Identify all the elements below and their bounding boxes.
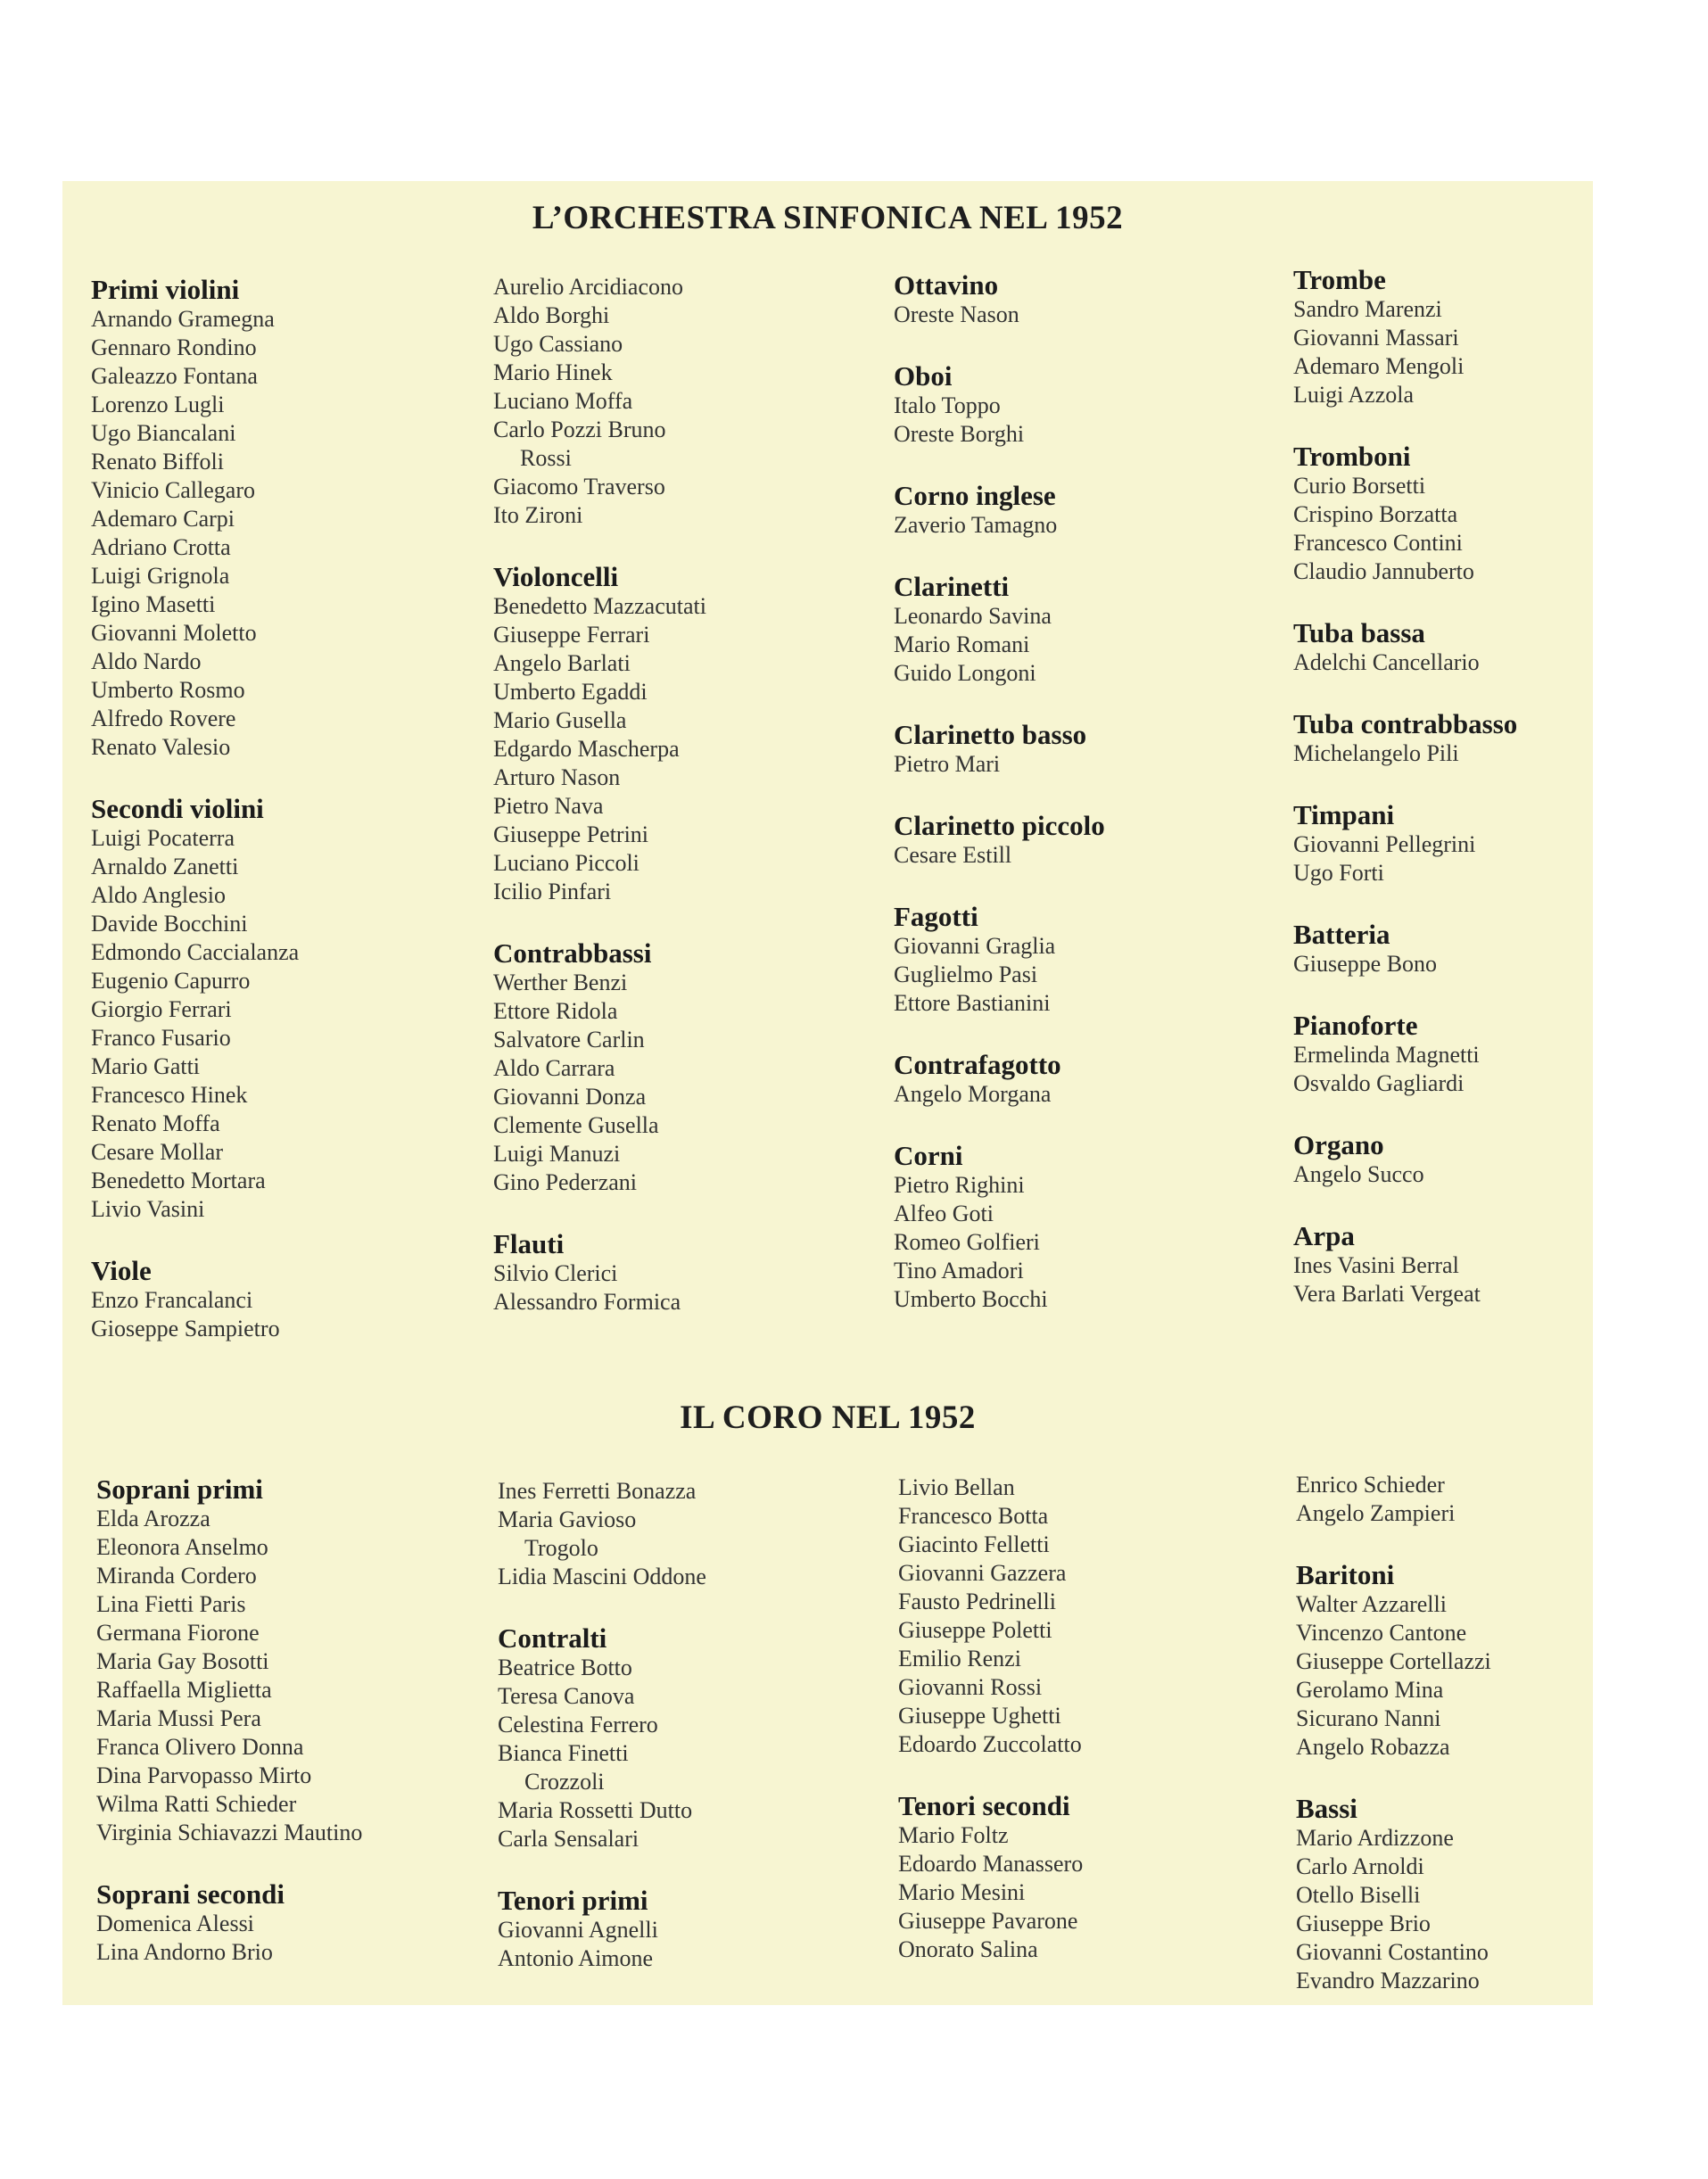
name-list	[894, 750, 1268, 779]
member-name: Giuseppe Brio	[1296, 1911, 1431, 1936]
member-name: Adelchi Cancellario	[1293, 649, 1480, 675]
name-list	[1293, 472, 1668, 586]
member-name: Cesare Estill	[894, 842, 1012, 868]
name-list	[1293, 950, 1668, 978]
member-name: Lina Andorno Brio	[96, 1939, 273, 1965]
name-list	[91, 305, 466, 762]
name-list	[1293, 648, 1668, 677]
member-name: Giuseppe Ughetti	[898, 1703, 1061, 1729]
member-name: Lidia Mascini Oddone	[498, 1564, 706, 1589]
section-title: Tenori primi	[498, 1885, 648, 1916]
member-name: Mario Mesini	[898, 1879, 1026, 1905]
member-name: Ettore Ridola	[493, 998, 618, 1024]
choir-column	[1296, 1471, 1671, 1995]
member-name: Ademaro Carpi	[91, 506, 235, 532]
member-name: Virginia Schiavazzi Mautino	[96, 1820, 363, 1845]
section	[1293, 1221, 1668, 1308]
section	[493, 938, 868, 1197]
section	[498, 1623, 872, 1853]
member-name: Osvaldo Gagliardi	[1293, 1070, 1465, 1096]
member-name: Pietro Nava	[493, 793, 604, 819]
section-title: Timpani	[1293, 799, 1395, 830]
section-title: Contrabbassi	[493, 937, 652, 969]
member-name: Angelo Succo	[1293, 1161, 1424, 1187]
name-list	[96, 1910, 471, 1967]
section	[1296, 1471, 1671, 1528]
name-list	[91, 824, 466, 1224]
member-name: Pietro Mari	[894, 751, 1001, 777]
section	[1293, 1011, 1668, 1098]
section-title: Clarinetto piccolo	[894, 810, 1105, 841]
member-name: Carlo Arnoldi	[1296, 1853, 1424, 1879]
member-name: Franco Fusario	[91, 1025, 231, 1051]
member-name: Bianca Finetti	[498, 1740, 629, 1766]
member-name: Alfeo Goti	[894, 1201, 994, 1226]
member-name: Edoardo Manassero	[898, 1851, 1084, 1877]
member-name: Giovanni Pellegrini	[1293, 831, 1476, 857]
section	[91, 794, 466, 1224]
member-name: Werther Benzi	[493, 970, 628, 995]
section	[96, 1474, 471, 1847]
member-name: Raffaella Miglietta	[96, 1677, 272, 1703]
member-name: Giacinto Felletti	[898, 1531, 1050, 1557]
name-list	[894, 841, 1268, 870]
name-list	[1293, 830, 1668, 887]
member-name: Alessandro Formica	[493, 1289, 681, 1315]
section	[1296, 1794, 1671, 1995]
member-name: Giovanni Agnelli	[498, 1917, 658, 1943]
section-title: Bassi	[1296, 1793, 1357, 1824]
member-name: Ugo Biancalani	[91, 420, 236, 446]
member-name: Galeazzo Fontana	[91, 363, 258, 389]
name-list	[1296, 1824, 1671, 1995]
name-list	[493, 1259, 868, 1316]
member-name: Luciano Moffa	[493, 388, 633, 414]
member-name: Ines Vasini Berral	[1293, 1252, 1459, 1278]
member-name: Renato Valesio	[91, 734, 231, 760]
section	[498, 1886, 872, 1973]
orchestra-column	[91, 275, 466, 1343]
member-name: Maria Mussi Pera	[96, 1705, 261, 1731]
name-list	[498, 1654, 872, 1853]
member-name: Maria Rossetti Dutto	[498, 1797, 693, 1823]
orchestra-column	[493, 273, 868, 1316]
section-title: Flauti	[493, 1228, 565, 1259]
member-name: Angelo Morgana	[894, 1081, 1052, 1107]
member-name: Crispino Borzatta	[1293, 501, 1458, 527]
section	[898, 1791, 1273, 1964]
name-list	[894, 1080, 1268, 1109]
member-name: Gioseppe Sampietro	[91, 1316, 280, 1341]
member-name: Mario Ardizzone	[1296, 1825, 1454, 1851]
member-name: Edmondo Caccialanza	[91, 939, 300, 965]
member-name: Antonio Aimone	[498, 1945, 654, 1971]
member-name: Enrico Schieder	[1296, 1472, 1445, 1498]
member-name: Gerolamo Mina	[1296, 1677, 1444, 1703]
section	[894, 270, 1268, 329]
section-title: Corni	[894, 1140, 963, 1171]
choir-title: IL CORO NEL 1952	[680, 1399, 976, 1436]
section-title: Tuba bassa	[1293, 617, 1425, 648]
section-title: Soprani secondi	[96, 1878, 285, 1910]
roster-panel	[62, 181, 1593, 2005]
member-name: Giovanni Graglia	[894, 933, 1056, 959]
member-name: Giuseppe Pavarone	[898, 1908, 1078, 1934]
member-name: Giuseppe Ferrari	[493, 622, 650, 648]
name-list	[894, 392, 1268, 449]
member-name: Ugo Cassiano	[493, 331, 623, 357]
member-name: Oreste Nason	[894, 301, 1019, 327]
section-title: Organo	[1293, 1129, 1384, 1160]
section-title: Violoncelli	[493, 561, 619, 592]
member-name: Arnaldo Zanetti	[91, 854, 239, 879]
member-name: Sicurano Nanni	[1296, 1705, 1441, 1731]
member-name: Giovanni Moletto	[91, 620, 257, 646]
section	[91, 1256, 466, 1343]
section	[493, 273, 868, 530]
member-name: Ettore Bastianini	[894, 990, 1051, 1016]
member-name: Benedetto Mortara	[91, 1168, 266, 1193]
member-name: Mario Gatti	[91, 1053, 201, 1079]
section	[498, 1477, 872, 1591]
member-name: Vera Barlati Vergeat	[1293, 1281, 1481, 1307]
member-name: Crozzoli	[524, 1769, 605, 1795]
name-list	[96, 1505, 471, 1847]
section	[898, 1473, 1273, 1759]
section	[894, 481, 1268, 540]
member-name: Ines Ferretti Bonazza	[498, 1478, 697, 1504]
name-list	[1293, 1160, 1668, 1189]
section	[1293, 265, 1668, 409]
section	[96, 1879, 471, 1967]
member-name: Emilio Renzi	[898, 1646, 1021, 1671]
member-name: Elda Arozza	[96, 1506, 210, 1531]
member-name: Curio Borsetti	[1293, 473, 1426, 499]
section-title: Secondi violini	[91, 793, 264, 824]
member-name: Angelo Barlati	[493, 650, 631, 676]
member-name: Giovanni Costantino	[1296, 1939, 1489, 1965]
member-name: Fausto Pedrinelli	[898, 1589, 1056, 1614]
member-name: Maria Gavioso	[498, 1506, 637, 1532]
member-name: Arturo Nason	[493, 764, 621, 790]
member-name: Celestina Ferrero	[498, 1712, 658, 1737]
member-name: Luciano Piccoli	[493, 850, 639, 876]
member-name: Trogolo	[524, 1535, 598, 1561]
member-name: Benedetto Mazzacutati	[493, 593, 706, 619]
member-name: Livio Vasini	[91, 1196, 205, 1222]
member-name: Edoardo Zuccolatto	[898, 1731, 1082, 1757]
member-name: Cesare Mollar	[91, 1139, 224, 1165]
member-name: Claudio Jannuberto	[1293, 558, 1474, 584]
member-name: Mario Gusella	[493, 707, 627, 733]
member-name: Miranda Cordero	[96, 1563, 257, 1589]
name-list	[493, 592, 868, 906]
member-name: Aldo Borghi	[493, 302, 610, 328]
member-name: Michelangelo Pili	[1293, 740, 1459, 766]
section-title: Contralti	[498, 1622, 607, 1654]
name-list	[1296, 1590, 1671, 1762]
section	[1293, 442, 1668, 586]
member-name: Luigi Azzola	[1293, 382, 1415, 408]
member-name: Francesco Contini	[1293, 530, 1463, 556]
section-title: Ottavino	[894, 269, 999, 301]
section-title: Trombe	[1293, 264, 1386, 295]
name-list	[493, 969, 868, 1197]
section-title: Clarinetti	[894, 571, 1010, 602]
section-title: Fagotti	[894, 901, 978, 932]
member-name: Giovanni Rossi	[898, 1674, 1043, 1700]
orchestra-column	[894, 270, 1268, 1314]
name-list	[91, 1286, 466, 1343]
member-name: Evandro Mazzarino	[1296, 1968, 1480, 1993]
member-name: Giuseppe Poletti	[898, 1617, 1052, 1643]
name-list	[898, 1821, 1273, 1964]
name-list	[1293, 1041, 1668, 1098]
section-title: Arpa	[1293, 1220, 1355, 1251]
member-name: Italo Toppo	[894, 392, 1001, 418]
member-name: Giuseppe Petrini	[493, 821, 649, 847]
choir-column	[498, 1477, 872, 1973]
name-list	[894, 1171, 1268, 1314]
member-name: Umberto Bocchi	[894, 1286, 1048, 1312]
member-name: Leonardo Savina	[894, 603, 1052, 629]
member-name: Umberto Rosmo	[91, 677, 245, 703]
section-title: Tromboni	[1293, 441, 1411, 472]
section	[894, 720, 1268, 779]
section	[91, 275, 466, 762]
member-name: Gino Pederzani	[493, 1169, 638, 1195]
member-name: Zaverio Tamagno	[894, 512, 1058, 538]
member-name: Livio Bellan	[898, 1474, 1015, 1500]
member-name: Alfredo Rovere	[91, 706, 236, 731]
member-name: Carlo Pozzi Bruno	[493, 417, 666, 442]
name-list	[894, 511, 1268, 540]
member-name: Ito Zironi	[493, 502, 583, 528]
member-name: Rossi	[520, 445, 572, 471]
section	[894, 1141, 1268, 1314]
section	[894, 902, 1268, 1018]
member-name: Dina Parvopasso Mirto	[96, 1762, 312, 1788]
member-name: Luigi Pocaterra	[91, 825, 235, 851]
member-name: Arnando Gramegna	[91, 306, 275, 332]
name-list	[1293, 1251, 1668, 1308]
member-name: Giovanni Massari	[1293, 325, 1459, 351]
section	[493, 1229, 868, 1316]
member-name: Silvio Clerici	[493, 1260, 618, 1286]
section	[1293, 1130, 1668, 1189]
member-name: Guido Longoni	[894, 660, 1036, 686]
member-name: Aldo Anglesio	[91, 882, 226, 908]
member-name: Eugenio Capurro	[91, 968, 251, 994]
member-name: Mario Hinek	[493, 359, 613, 385]
member-name: Eleonora Anselmo	[96, 1534, 268, 1560]
member-name: Mario Romani	[894, 631, 1030, 657]
member-name: Lorenzo Lugli	[91, 392, 225, 417]
member-name: Romeo Golfieri	[894, 1229, 1040, 1255]
member-name: Salvatore Carlin	[493, 1027, 645, 1052]
name-list	[498, 1477, 872, 1591]
section	[894, 1050, 1268, 1109]
member-name: Luigi Manuzi	[493, 1141, 621, 1167]
section-title: Primi violini	[91, 274, 240, 305]
member-name: Umberto Egaddi	[493, 679, 648, 705]
section-title: Tuba contrabbasso	[1293, 708, 1518, 739]
member-name: Igino Masetti	[91, 591, 216, 617]
member-name: Gennaro Rondino	[91, 334, 257, 360]
member-name: Icilio Pinfari	[493, 879, 612, 904]
member-name: Otello Biselli	[1296, 1882, 1421, 1908]
member-name: Francesco Hinek	[91, 1082, 248, 1108]
member-name: Giorgio Ferrari	[91, 996, 232, 1022]
member-name: Lina Fietti Paris	[96, 1591, 246, 1617]
section	[493, 562, 868, 906]
member-name: Adriano Crotta	[91, 534, 231, 560]
member-name: Domenica Alessi	[96, 1911, 254, 1936]
member-name: Francesco Botta	[898, 1503, 1049, 1529]
member-name: Aldo Nardo	[91, 648, 202, 674]
member-name: Ademaro Mengoli	[1293, 353, 1465, 379]
member-name: Luigi Grignola	[91, 563, 230, 589]
section-title: Contrafagotto	[894, 1049, 1061, 1080]
section	[1293, 800, 1668, 887]
section	[894, 361, 1268, 449]
member-name: Giovanni Donza	[493, 1084, 647, 1110]
orchestra-title: L’ORCHESTRA SINFONICA NEL 1952	[532, 200, 1124, 236]
member-name: Guglielmo Pasi	[894, 962, 1038, 987]
member-name: Clemente Gusella	[493, 1112, 659, 1138]
section-title: Tenori secondi	[898, 1790, 1070, 1821]
name-list	[1293, 739, 1668, 768]
member-name: Giacomo Traverso	[493, 474, 665, 499]
member-name: Giuseppe Bono	[1293, 951, 1438, 977]
section-title: Pianoforte	[1293, 1010, 1418, 1041]
name-list	[894, 301, 1268, 329]
member-name: Renato Biffoli	[91, 449, 225, 475]
member-name: Wilma Ratti Schieder	[96, 1791, 297, 1817]
member-name: Onorato Salina	[898, 1936, 1038, 1962]
section-title: Clarinetto basso	[894, 719, 1087, 750]
name-list	[898, 1473, 1273, 1759]
member-name: Edgardo Mascherpa	[493, 736, 680, 762]
name-list	[1296, 1471, 1671, 1528]
section	[894, 572, 1268, 688]
member-name: Mario Foltz	[898, 1822, 1009, 1848]
member-name: Teresa Canova	[498, 1683, 635, 1709]
member-name: Vincenzo Cantone	[1296, 1620, 1467, 1646]
member-name: Angelo Zampieri	[1296, 1500, 1456, 1526]
name-list	[498, 1916, 872, 1973]
section	[894, 811, 1268, 870]
member-name: Tino Amadori	[894, 1258, 1024, 1283]
member-name: Aurelio Arcidiacono	[493, 274, 683, 300]
member-name: Davide Bocchini	[91, 911, 248, 937]
choir-column	[898, 1473, 1273, 1964]
section-title: Corno inglese	[894, 480, 1056, 511]
section-title: Soprani primi	[96, 1473, 263, 1505]
member-name: Vinicio Callegaro	[91, 477, 255, 503]
member-name: Germana Fiorone	[96, 1620, 260, 1646]
member-name: Ermelinda Magnetti	[1293, 1042, 1480, 1068]
member-name: Oreste Borghi	[894, 421, 1025, 447]
orchestra-column	[1293, 265, 1668, 1308]
name-list	[894, 602, 1268, 688]
section	[1293, 920, 1668, 978]
section-title: Oboi	[894, 360, 953, 392]
section-title: Viole	[91, 1255, 152, 1286]
section-title: Baritoni	[1296, 1559, 1395, 1590]
member-name: Carla Sensalari	[498, 1826, 639, 1852]
member-name: Maria Gay Bosotti	[96, 1648, 269, 1674]
member-name: Aldo Carrara	[493, 1055, 615, 1081]
member-name: Sandro Marenzi	[1293, 296, 1442, 322]
member-name: Walter Azzarelli	[1296, 1591, 1447, 1617]
section	[1296, 1560, 1671, 1762]
member-name: Ugo Forti	[1293, 860, 1384, 886]
name-list	[493, 273, 868, 530]
section	[1293, 618, 1668, 677]
name-list	[1293, 295, 1668, 409]
name-list	[894, 932, 1268, 1018]
member-name: Angelo Robazza	[1296, 1734, 1450, 1760]
member-name: Pietro Righini	[894, 1172, 1025, 1198]
member-name: Renato Moffa	[91, 1110, 220, 1136]
member-name: Beatrice Botto	[498, 1655, 632, 1680]
section-title: Batteria	[1293, 919, 1390, 950]
member-name: Giovanni Gazzera	[898, 1560, 1067, 1586]
section	[1293, 709, 1668, 768]
member-name: Enzo Francalanci	[91, 1287, 253, 1313]
choir-column	[96, 1474, 471, 1967]
member-name: Giuseppe Cortellazzi	[1296, 1648, 1491, 1674]
member-name: Franca Olivero Donna	[96, 1734, 304, 1760]
